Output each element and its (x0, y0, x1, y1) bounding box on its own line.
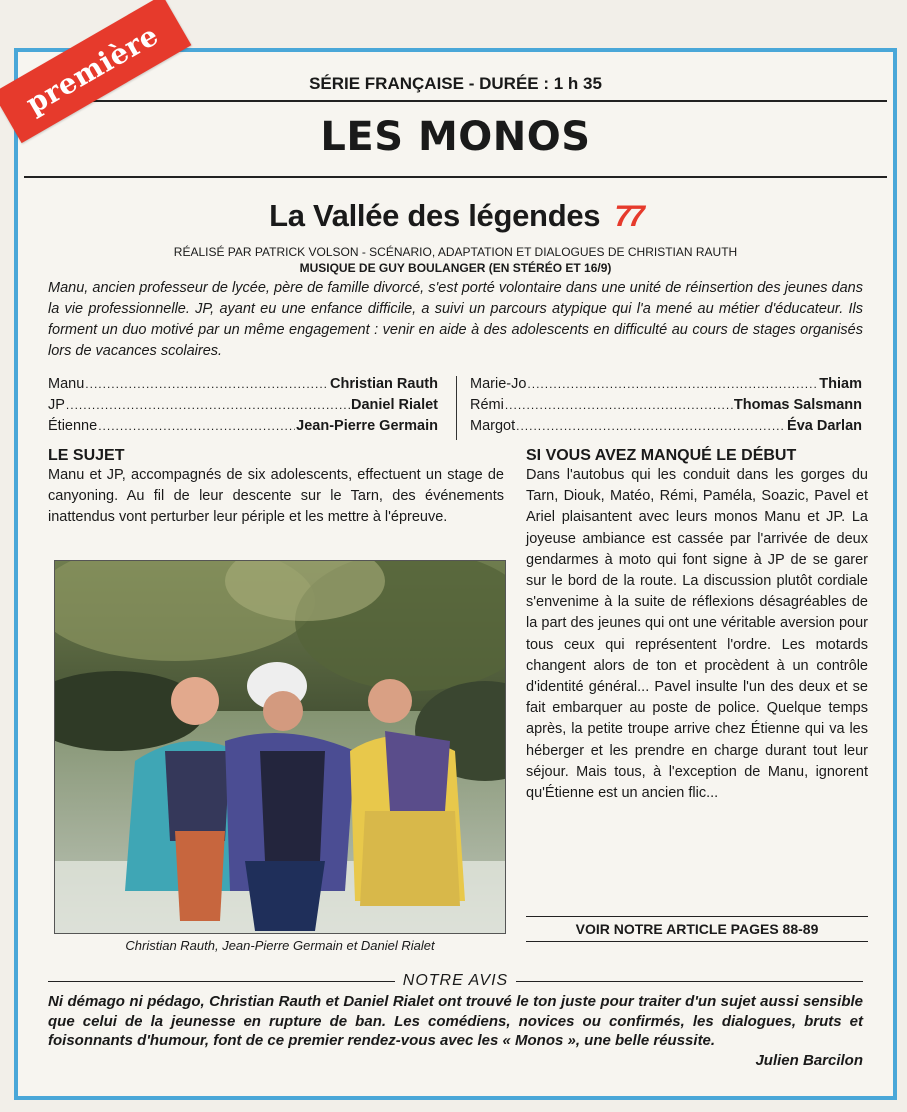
credits-music: MUSIQUE DE GUY BOULANGER (EN STÉRÉO ET 16/9) (299, 261, 612, 275)
opinion-rule-left (48, 981, 395, 982)
cast-role: JP (48, 397, 65, 413)
leader-dots (505, 395, 733, 416)
article-reference: VOIR NOTRE ARTICLE PAGES 88-89 (526, 916, 868, 942)
credits (18, 244, 893, 276)
cast-role: Marie-Jo (470, 376, 527, 392)
genre-label: SÉRIE FRANÇAISE (309, 74, 464, 93)
episode-photo (54, 560, 506, 934)
photo-illustration (55, 561, 506, 934)
cast-row (48, 395, 438, 416)
credits-director: RÉALISÉ PAR PATRICK VOLSON - SCÉNARIO, ADAPTATION ET DIALOGUES DE CHRISTIAN RAUTH (173, 245, 738, 259)
title-divider (24, 176, 887, 178)
leader-dots (98, 416, 295, 437)
series-bar: SÉRIE FRANÇAISE - DURÉE : 1 h 35 (24, 74, 887, 102)
cast-row (470, 395, 862, 416)
leader-dots (85, 374, 329, 395)
cast-list-left (48, 374, 438, 437)
opinion-rule-right (516, 981, 863, 982)
cast-actor: Éva Darlan (787, 418, 862, 434)
cast-role: Rémi (470, 397, 504, 413)
intro-paragraph: Manu, ancien professeur de lycée, père de famille divorcé, s'est porté volontaire dans une unité de réinsertion des jeunes dans la vie professionnelle. JP, ayant eu une enfance difficile, a suivi un parcours atypique qui l'a mené au métier d'éducateur. Ils forment un duo motivé par un même engagement : venir en aide à des adolescents en difficulté au cours de stages organisés lors de vacances scolaires. (48, 280, 863, 359)
episode-title-row (18, 198, 893, 234)
cast-role: Margot (470, 418, 516, 434)
cast-row (48, 416, 438, 437)
episode-title: La Vallée des légendes (269, 198, 601, 233)
cast-row (470, 374, 862, 395)
cast-role: Manu (48, 376, 85, 392)
missed-text: Dans l'autobus qui les conduit dans les gorges du Tarn, Diouk, Matéo, Rémi, Paméla, Soazic, Pavel et Ariel plaisantent avec leurs monos Manu et JP. La joyeuse ambiance est cassée par l'arrivée de deux gendarmes à moto qui font signe à JP de se garer sur le bord de la route. La discussion plutôt cordiale s'envenime à la suite de réflexions désagréables de la part des jeunes qui ont une véritable aversion pour tous ceux qui représentent l'ordre. Les motards changent alors de ton et procèdent à un contrôle d'identité général... Pavel insulte l'un des deux et se fait embarquer au poste de police. Quelque temps après, la petite troupe arrive chez Étienne qui va les héberger et les prendre en charge durant tout leur séjour. Mais tous, à l'exception de Manu, ignorent qu'Étienne est un ancien flic... (526, 467, 868, 802)
cast-list-right (470, 374, 862, 437)
missed-column (526, 446, 868, 804)
premiere-badge-label: première (20, 18, 164, 120)
cast-actor: Thiam (819, 376, 862, 392)
opinion-heading-row (48, 972, 863, 990)
subject-heading: LE SUJET (48, 447, 125, 464)
cast-row (48, 374, 438, 395)
opinion-heading: NOTRE AVIS (402, 972, 509, 989)
cast-actor: Christian Rauth (330, 376, 438, 392)
cast-divider (456, 376, 457, 440)
leader-dots (66, 395, 350, 416)
opinion-text: Ni démago ni pédago, Christian Rauth et Daniel Rialet ont trouvé le ton juste pour traiter d'un sujet aussi sensible que celui de la jeunesse en rupture de ban. Les comédiens, novices ou confirmés, les dialogues, bruts et foisonnants d'humour, font de ce premier rendez-vous avec les « Monos », une belle réussite. (48, 993, 863, 1049)
duration-label: DURÉE : 1 h 35 (479, 74, 602, 93)
subject-text: Manu et JP, accompagnés de six adolescents, effectuent un stage de canyoning. Au fil de leur descente sur le Tarn, des événements inattendus vont perturber leur périple et les mettre à l'épreuve. (48, 467, 504, 526)
missed-heading: SI VOUS AVEZ MANQUÉ LE DÉBUT (526, 447, 797, 464)
rating-icon: 77 (614, 200, 642, 233)
photo-caption: Christian Rauth, Jean-Pierre Germain et Daniel Rialet (125, 938, 435, 953)
cast-actor: Thomas Salsmann (733, 397, 862, 413)
cast-actor: Daniel Rialet (350, 397, 438, 413)
cast-row (470, 416, 862, 437)
opinion-author: Julien Barcilon (755, 1052, 863, 1069)
cast-actor: Jean-Pierre Germain (296, 418, 438, 434)
subject-column (48, 446, 504, 529)
leader-dots (516, 416, 786, 437)
article-frame (14, 48, 897, 1100)
cast-role: Étienne (48, 418, 98, 434)
leader-dots (527, 374, 818, 395)
series-title: LES MONOS (320, 114, 591, 160)
